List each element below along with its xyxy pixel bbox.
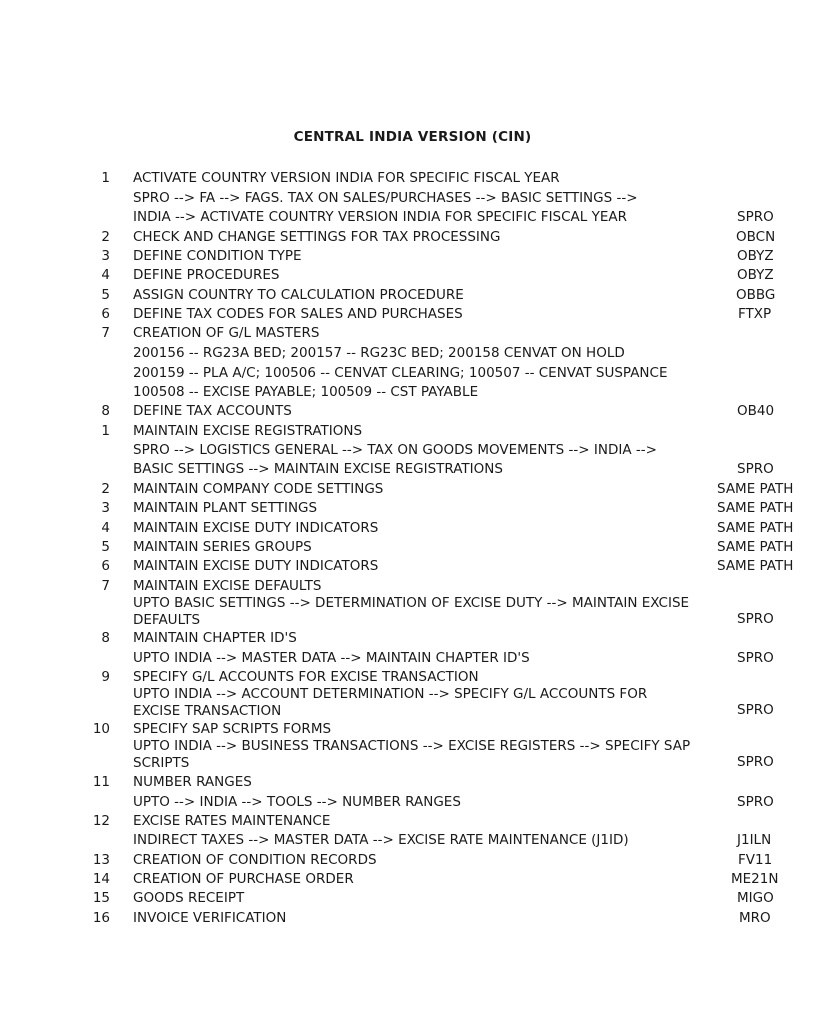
transaction-code: SPRO (737, 754, 774, 770)
step-text: SPRO --> LOGISTICS GENERAL --> TAX ON GOODS MOVEMENTS --> INDIA --> (133, 442, 657, 458)
step-number: 4 (101, 520, 110, 536)
step-text: 200159 -- PLA A/C; 100506 -- CENVAT CLEARING; 100507 -- CENVAT SUSPANCE (133, 365, 668, 381)
step-text: MAINTAIN EXCISE DUTY INDICATORS (133, 520, 379, 536)
step-number: 7 (101, 578, 110, 594)
transaction-code: FTXP (738, 306, 772, 322)
step-number: 1 (101, 170, 110, 186)
transaction-code: SAME PATH (717, 539, 794, 555)
transaction-code: OBCN (736, 229, 776, 245)
step-number: 3 (101, 500, 110, 516)
step-number: 2 (101, 481, 110, 497)
step-text: DEFINE CONDITION TYPE (133, 248, 302, 264)
step-text: SPRO --> FA --> FAGS. TAX ON SALES/PURCHASES --> BASIC SETTINGS --> (133, 190, 638, 206)
transaction-code: OBYZ (737, 248, 774, 264)
step-text: INDIRECT TAXES --> MASTER DATA --> EXCISE RATE MAINTENANCE (J1ID) (133, 832, 629, 848)
step-text: EXCISE RATES MAINTENANCE (133, 813, 331, 829)
step-text: UPTO BASIC SETTINGS --> DETERMINATION OF EXCISE DUTY --> MAINTAIN EXCISE DEFAULTS (133, 595, 690, 628)
step-text: ACTIVATE COUNTRY VERSION INDIA FOR SPECIFIC FISCAL YEAR (133, 170, 560, 186)
transaction-code: ME21N (731, 871, 779, 887)
step-number: 15 (92, 890, 110, 906)
step-text: 100508 -- EXCISE PAYABLE; 100509 -- CST PAYABLE (133, 384, 479, 400)
step-text: UPTO INDIA --> ACCOUNT DETERMINATION --> SPECIFY G/L ACCOUNTS FOR EXCISE TRANSACTION (133, 686, 648, 719)
transaction-code: SPRO (737, 702, 774, 718)
step-text: DEFINE TAX ACCOUNTS (133, 403, 292, 419)
transaction-code: SPRO (737, 794, 774, 810)
transaction-code: SAME PATH (717, 558, 794, 574)
document-title: CENTRAL INDIA VERSION (CIN) (293, 129, 532, 145)
step-text: 200156 -- RG23A BED; 200157 -- RG23C BED; 200158 CENVAT ON HOLD (133, 345, 625, 361)
step-text: MAINTAIN EXCISE REGISTRATIONS (133, 423, 363, 439)
step-number: 12 (92, 813, 110, 829)
transaction-code: MIGO (737, 890, 774, 906)
transaction-code: SPRO (737, 209, 774, 225)
step-text: SPECIFY G/L ACCOUNTS FOR EXCISE TRANSACTION (133, 669, 479, 685)
step-number: 6 (101, 306, 110, 322)
transaction-code: SPRO (737, 461, 774, 477)
step-number: 11 (92, 774, 110, 790)
step-text: CREATION OF PURCHASE ORDER (133, 871, 354, 887)
step-number: 3 (101, 248, 110, 264)
step-number: 14 (92, 871, 110, 887)
transaction-code: OBBG (736, 287, 776, 303)
step-number: 16 (92, 910, 110, 926)
step-number: 5 (101, 539, 110, 555)
step-text: NUMBER RANGES (133, 774, 252, 790)
step-number: 8 (101, 630, 110, 646)
step-text: MAINTAIN COMPANY CODE SETTINGS (133, 481, 384, 497)
step-text: CREATION OF G/L MASTERS (133, 325, 320, 341)
step-text: UPTO INDIA --> BUSINESS TRANSACTIONS --> EXCISE REGISTERS --> SPECIFY SAP SCRIPTS (133, 738, 691, 771)
step-number: 10 (92, 721, 110, 737)
transaction-code: SAME PATH (717, 481, 794, 497)
step-text: BASIC SETTINGS --> MAINTAIN EXCISE REGISTRATIONS (133, 461, 503, 477)
step-text: UPTO --> INDIA --> TOOLS --> NUMBER RANGES (133, 794, 461, 810)
step-number: 9 (101, 669, 110, 685)
step-text: MAINTAIN PLANT SETTINGS (133, 500, 318, 516)
step-text: CREATION OF CONDITION RECORDS (133, 852, 377, 868)
transaction-code: SPRO (737, 650, 774, 666)
step-text: MAINTAIN EXCISE DEFAULTS (133, 578, 322, 594)
step-text: DEFINE PROCEDURES (133, 267, 280, 283)
transaction-code: FV11 (738, 852, 773, 868)
transaction-code: OB40 (737, 403, 775, 419)
step-text: ASSIGN COUNTRY TO CALCULATION PROCEDURE (133, 287, 464, 303)
transaction-code: SPRO (737, 611, 774, 627)
transaction-code: OBYZ (737, 267, 774, 283)
step-text: GOODS RECEIPT (133, 890, 245, 906)
step-text: INDIA --> ACTIVATE COUNTRY VERSION INDIA FOR SPECIFIC FISCAL YEAR (133, 209, 627, 225)
transaction-code: J1ILN (737, 832, 772, 848)
step-text: CHECK AND CHANGE SETTINGS FOR TAX PROCESSING (133, 229, 501, 245)
step-number: 6 (101, 558, 110, 574)
step-text: MAINTAIN EXCISE DUTY INDICATORS (133, 558, 379, 574)
transaction-code: SAME PATH (717, 520, 794, 536)
step-text: MAINTAIN CHAPTER ID'S (133, 630, 297, 646)
step-number: 7 (101, 325, 110, 341)
step-text: INVOICE VERIFICATION (133, 910, 287, 926)
step-number: 4 (101, 267, 110, 283)
step-text: DEFINE TAX CODES FOR SALES AND PURCHASES (133, 306, 463, 322)
step-number: 1 (101, 423, 110, 439)
step-number: 5 (101, 287, 110, 303)
step-number: 2 (101, 229, 110, 245)
transaction-code: MRO (739, 910, 771, 926)
transaction-code: SAME PATH (717, 500, 794, 516)
step-text: SPECIFY SAP SCRIPTS FORMS (133, 721, 332, 737)
step-text: UPTO INDIA --> MASTER DATA --> MAINTAIN CHAPTER ID'S (133, 650, 530, 666)
step-text: MAINTAIN SERIES GROUPS (133, 539, 312, 555)
step-number: 13 (92, 852, 110, 868)
step-number: 8 (101, 403, 110, 419)
